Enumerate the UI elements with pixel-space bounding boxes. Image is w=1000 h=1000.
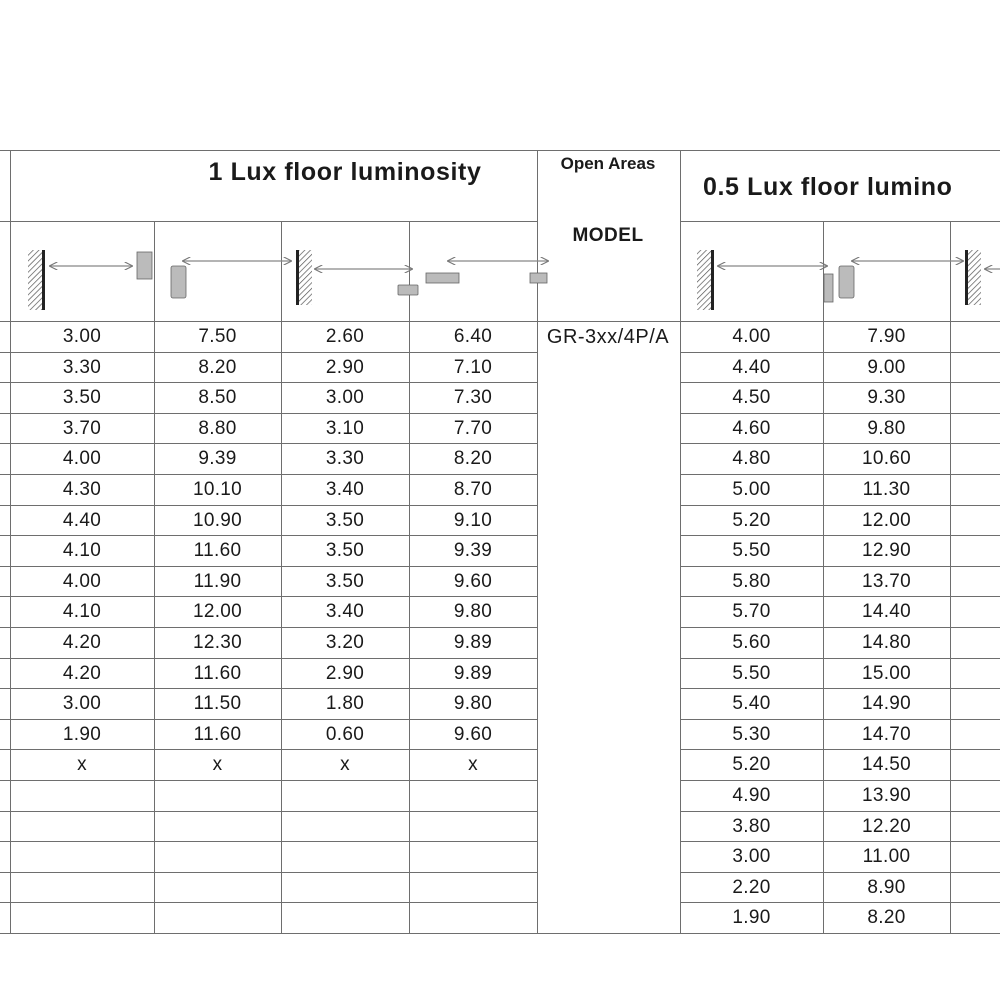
table-cell: 9.80 xyxy=(453,693,493,714)
table-cell: 1.90 xyxy=(732,907,771,928)
table-cell: 11.50 xyxy=(193,693,242,714)
luminaire-to-wall-diagram-icon xyxy=(839,250,981,305)
table-cell: 11.30 xyxy=(862,479,911,500)
table-cell: 3.20 xyxy=(325,632,365,653)
table-cell: 12.90 xyxy=(861,540,912,561)
table-cell: 11.90 xyxy=(193,571,242,592)
table-cell: 9.80 xyxy=(867,418,906,439)
table-cell: 4.10 xyxy=(62,601,102,622)
table-cell: 9.80 xyxy=(453,601,493,622)
table-cell: 3.40 xyxy=(325,601,365,622)
table-cell: 4.90 xyxy=(732,785,771,806)
table-cell: 7.30 xyxy=(453,387,493,408)
table-cell: 1.80 xyxy=(325,693,365,714)
table-cell xyxy=(10,873,154,903)
table-cell: 3.00 xyxy=(732,846,771,867)
model-header: MODEL xyxy=(572,225,644,246)
table-cell xyxy=(10,842,154,872)
table-cell: 5.80 xyxy=(732,571,771,592)
table-cell: 7.10 xyxy=(453,357,493,378)
table-cell: 12.30 xyxy=(192,632,243,653)
luminaire-to-wall-diagram-icon xyxy=(171,250,312,305)
table-cell: 3.80 xyxy=(732,816,771,837)
table-cell: 8.20 xyxy=(198,357,237,378)
mounting-diagrams xyxy=(0,0,1000,330)
model-value: GR-3xx/4P/A xyxy=(546,326,670,348)
table-cell xyxy=(10,812,154,842)
table-cell xyxy=(281,781,409,811)
table-cell: 7.50 xyxy=(198,326,237,347)
table-cell: 5.40 xyxy=(732,693,771,714)
table-cell: 9.60 xyxy=(453,571,493,592)
table-cell xyxy=(281,873,409,903)
table-cell xyxy=(154,903,281,933)
table-cell: 3.70 xyxy=(62,418,102,439)
table-cell: 11.00 xyxy=(862,846,911,867)
table-cell: 8.70 xyxy=(453,479,493,500)
table-cell: 15.00 xyxy=(861,663,912,684)
table-cell: 11.60 xyxy=(193,540,242,561)
table-cell: 14.40 xyxy=(861,601,912,622)
table-cell xyxy=(10,903,154,933)
table-cell: 2.60 xyxy=(325,326,365,347)
table-cell: 3.30 xyxy=(325,448,365,469)
table-cell: 3.40 xyxy=(325,479,365,500)
table-cell: x xyxy=(77,754,87,775)
table-cell: 3.00 xyxy=(325,387,365,408)
table-cell: x xyxy=(212,754,223,775)
table-cell: 9.10 xyxy=(453,510,493,531)
wall-to-luminaire-diagram-icon xyxy=(28,250,152,310)
table-cell: 9.89 xyxy=(453,632,493,653)
table-cell: 11.60 xyxy=(193,724,242,745)
table-cell: 2.90 xyxy=(325,357,365,378)
open-areas-label: Open Areas xyxy=(560,154,656,173)
table-cell: x xyxy=(340,754,350,775)
table-cell xyxy=(154,781,281,811)
table-cell: 8.90 xyxy=(867,877,906,898)
table-cell: 4.30 xyxy=(62,479,102,500)
table-cell: 8.20 xyxy=(453,448,493,469)
wall-to-corridor-luminaire-diagram-icon xyxy=(315,269,418,295)
table-cell: 0.60 xyxy=(325,724,365,745)
title-1-lux: 1 Lux floor luminosity xyxy=(208,158,482,186)
table-cell: 5.00 xyxy=(732,479,771,500)
table-cell: 13.90 xyxy=(861,785,912,806)
table-cell: 3.30 xyxy=(62,357,102,378)
table-cell: 5.60 xyxy=(732,632,771,653)
table-cell: 14.70 xyxy=(861,724,912,745)
table-cell: 4.20 xyxy=(62,632,102,653)
table-cell: 5.20 xyxy=(732,510,771,531)
table-cell: 7.90 xyxy=(867,326,906,347)
wall-to-luminaire-diagram-icon xyxy=(697,250,833,310)
table-cell: 3.50 xyxy=(62,387,102,408)
table-cell: 4.40 xyxy=(732,357,771,378)
table-cell xyxy=(154,873,281,903)
table-cell: 9.39 xyxy=(453,540,493,561)
table-cell xyxy=(281,842,409,872)
table-cell: 4.40 xyxy=(62,510,102,531)
table-cell: 3.50 xyxy=(325,510,365,531)
table-cell: 3.50 xyxy=(325,571,365,592)
table-cell xyxy=(281,812,409,842)
table-cell: 4.00 xyxy=(732,326,771,347)
table-cell: 3.00 xyxy=(62,693,102,714)
table-cell xyxy=(409,812,537,842)
table-cell: 3.50 xyxy=(325,540,365,561)
luminaire-to-luminaire-diagram-icon xyxy=(426,261,548,283)
row-divider xyxy=(0,933,1000,934)
table-cell: 8.20 xyxy=(867,907,906,928)
table-cell: 7.70 xyxy=(453,418,493,439)
table-cell xyxy=(154,812,281,842)
table-cell: 5.20 xyxy=(732,754,771,775)
table-cell: 6.40 xyxy=(453,326,493,347)
table-cell: 9.39 xyxy=(198,448,237,469)
table-cell: 5.70 xyxy=(732,601,771,622)
table-cell xyxy=(409,842,537,872)
table-cell: 4.00 xyxy=(62,571,102,592)
table-cell: 2.90 xyxy=(325,663,365,684)
table-cell: 1.90 xyxy=(62,724,102,745)
table-cell: 4.00 xyxy=(62,448,102,469)
table-cell: 9.00 xyxy=(867,357,906,378)
table-cell xyxy=(409,873,537,903)
table-cell: 5.50 xyxy=(732,540,771,561)
table-cell: 11.60 xyxy=(193,663,242,684)
table-cell xyxy=(10,781,154,811)
table-cell xyxy=(154,842,281,872)
table-cell: 10.60 xyxy=(861,448,912,469)
table-cell: 14.80 xyxy=(861,632,912,653)
table-cell: 8.50 xyxy=(198,387,237,408)
table-cell: 2.20 xyxy=(732,877,771,898)
table-cell xyxy=(409,781,537,811)
table-cell: 3.10 xyxy=(325,418,365,439)
table-cell: 5.50 xyxy=(732,663,771,684)
table-cell: 14.50 xyxy=(861,754,912,775)
table-cell xyxy=(281,903,409,933)
table-cell: 12.20 xyxy=(861,816,912,837)
table-cell: 3.00 xyxy=(62,326,102,347)
table-cell: 12.00 xyxy=(861,510,912,531)
table-cell: 4.10 xyxy=(62,540,102,561)
table-cell: 4.80 xyxy=(732,448,771,469)
table-cell: 4.50 xyxy=(732,387,771,408)
table-cell: 12.00 xyxy=(192,601,243,622)
table-cell: 4.20 xyxy=(62,663,102,684)
table-cell: x xyxy=(468,754,478,775)
table-cell: 9.89 xyxy=(453,663,493,684)
table-cell: 9.30 xyxy=(867,387,906,408)
table-cell: 9.60 xyxy=(453,724,493,745)
table-cell: 8.80 xyxy=(198,418,237,439)
title-0-5-lux: 0.5 Lux floor lumino xyxy=(703,173,953,201)
table-cell xyxy=(409,903,537,933)
table-cell: 5.30 xyxy=(732,724,771,745)
table-cell: 10.90 xyxy=(192,510,243,531)
table-cell: 13.70 xyxy=(861,571,912,592)
table-cell: 14.90 xyxy=(861,693,912,714)
table-cell: 10.10 xyxy=(192,479,243,500)
table-cell: 4.60 xyxy=(732,418,771,439)
